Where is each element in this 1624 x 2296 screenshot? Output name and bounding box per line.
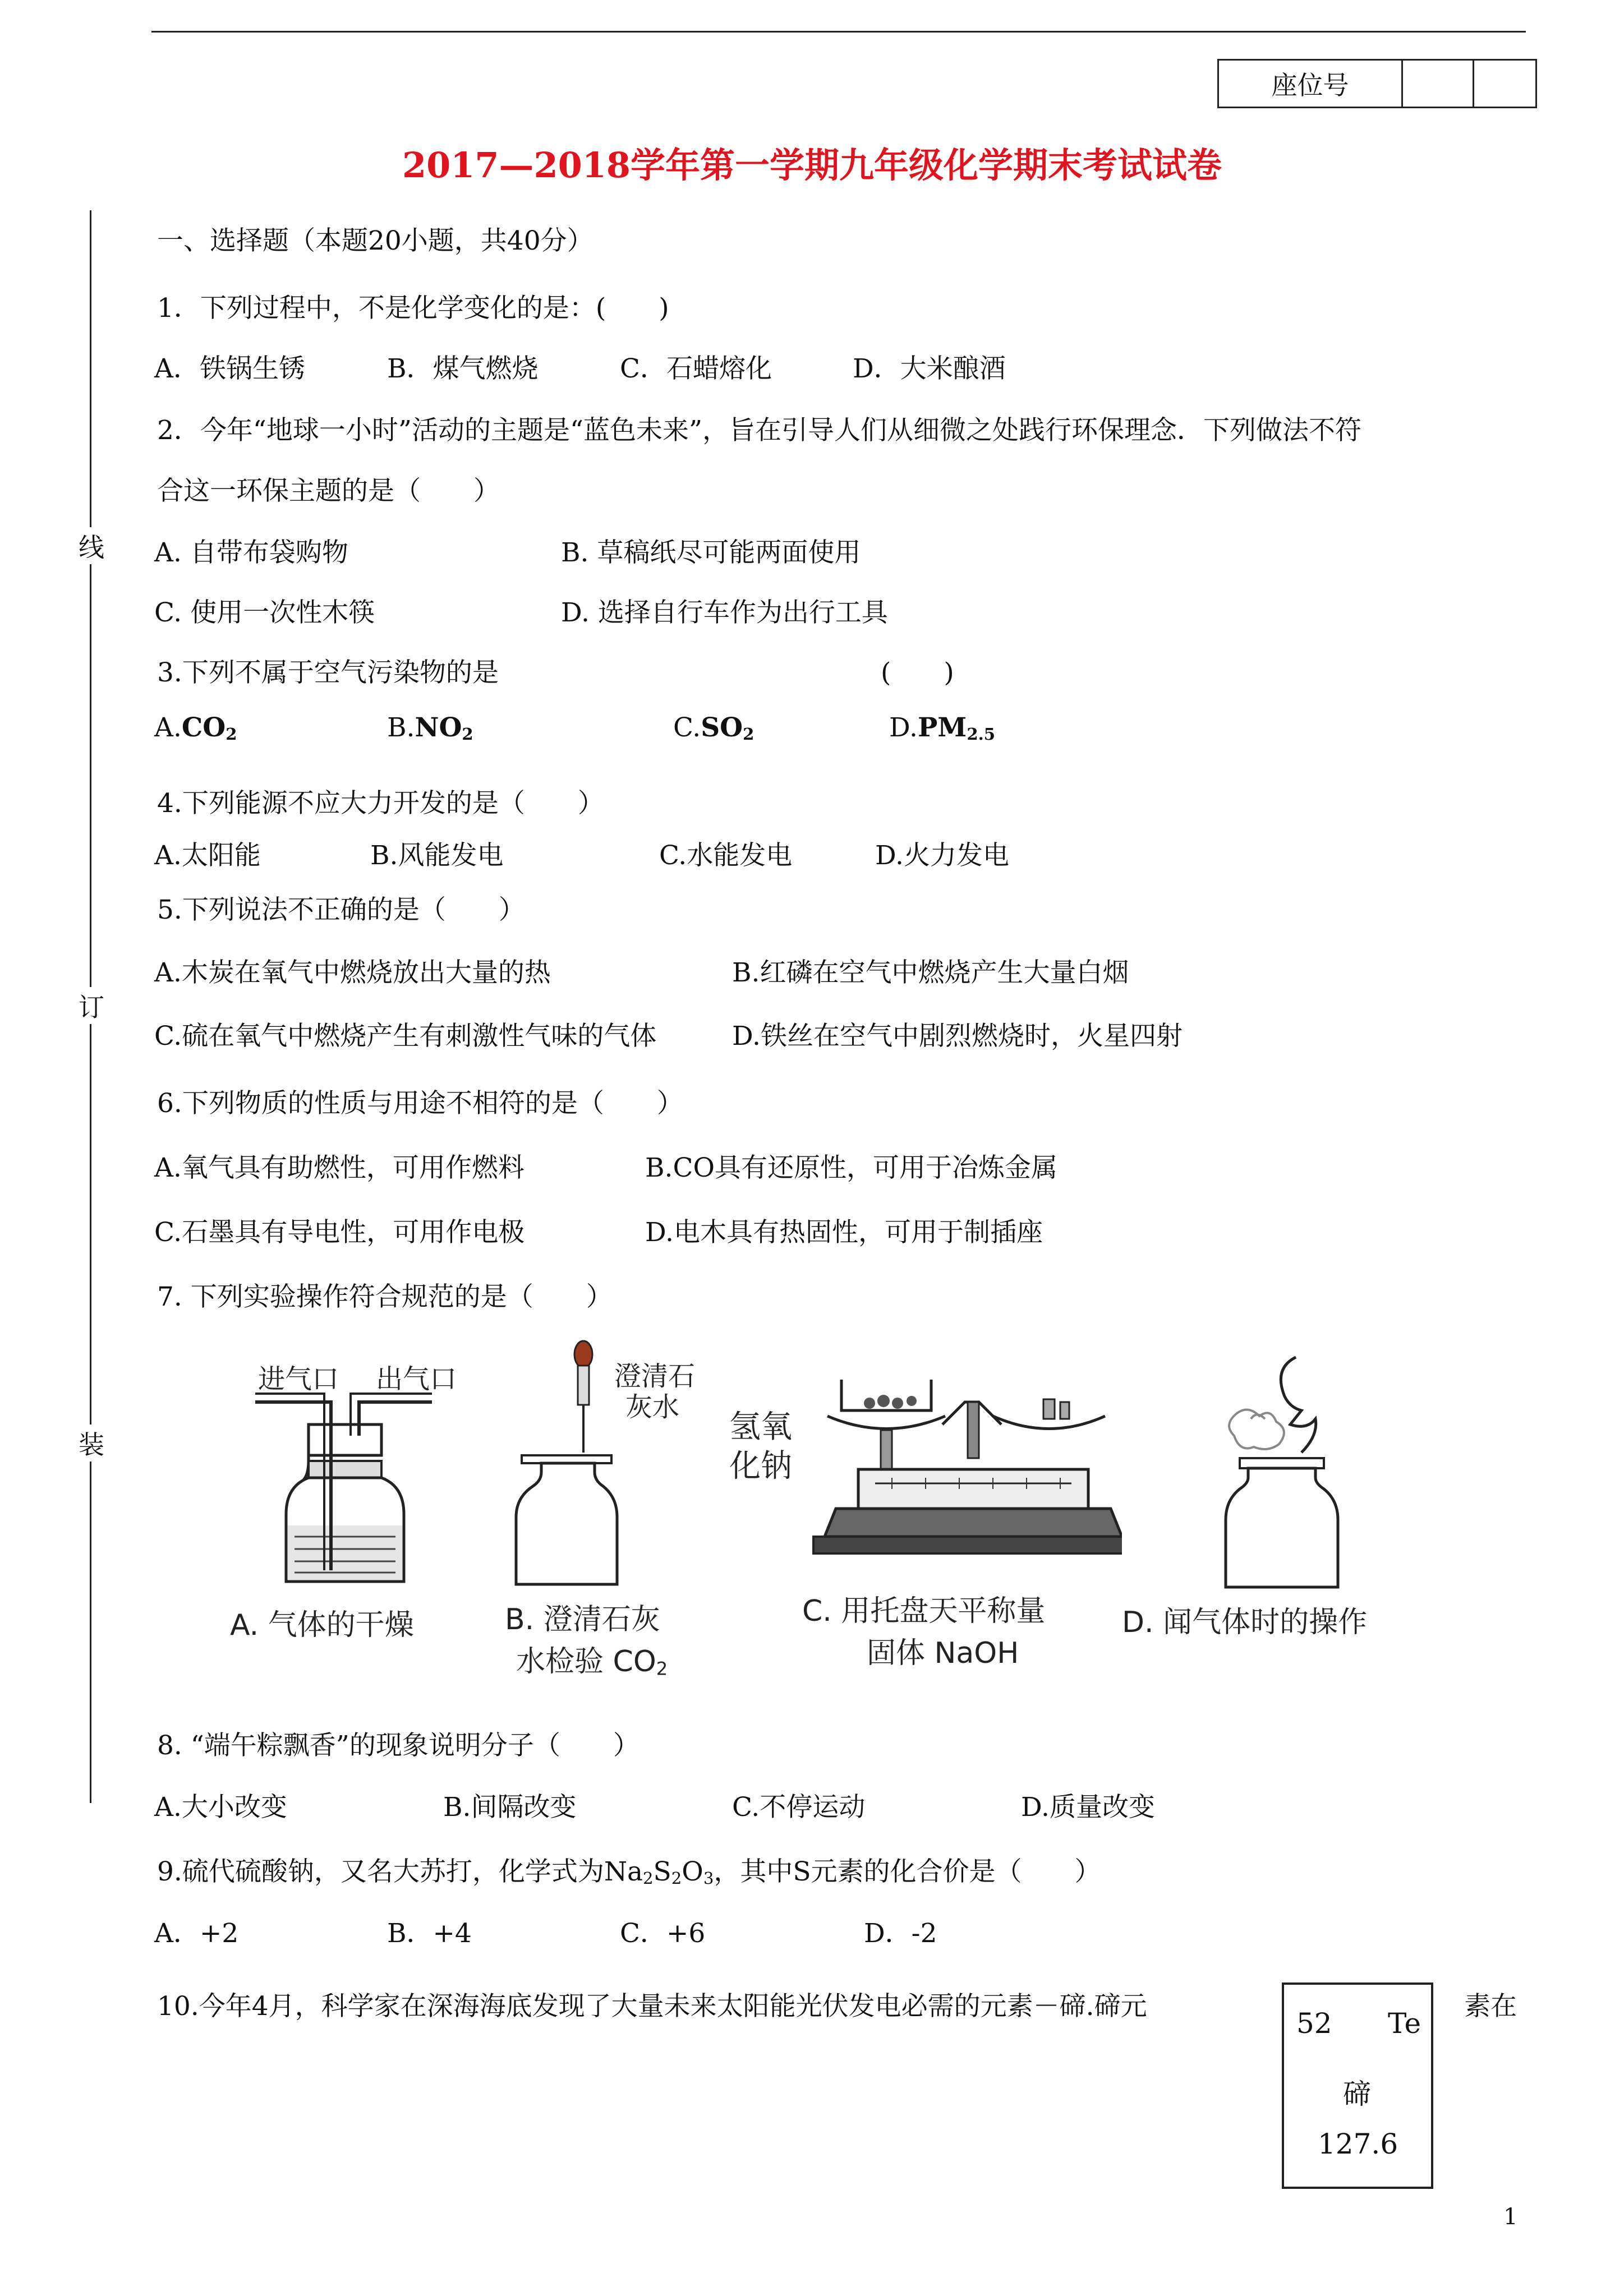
q6-option-c: C.石墨具有导电性，可用作电极 bbox=[154, 1217, 525, 1248]
fig-c-label-line1: 氢氧 bbox=[729, 1409, 792, 1445]
seat-number-box bbox=[1217, 59, 1537, 108]
element-atomic-mass: 127.6 bbox=[1318, 2128, 1398, 2160]
q3-stem: 3.下列不属于空气污染物的是 bbox=[157, 657, 499, 688]
q9-option-d: D．-2 bbox=[864, 1918, 937, 1949]
q6-stem: 6.下列物质的性质与用途不相符的是（ ） bbox=[157, 1088, 683, 1119]
q2-option-d: D. 选择自行车作为出行工具 bbox=[561, 597, 888, 628]
fig-a-inlet-label: 进气口 bbox=[258, 1363, 339, 1395]
q5-option-a: A.木炭在氧气中燃烧放出大量的热 bbox=[154, 957, 551, 988]
q6-option-b: B.CO具有还原性，可用于冶炼金属 bbox=[645, 1152, 1057, 1183]
fig-b-caption-line2: 水检验 $CO_2$ bbox=[516, 1645, 668, 1680]
q8-option-b: B.间隔改变 bbox=[443, 1792, 577, 1823]
q4-option-c: C.水能发电 bbox=[659, 840, 793, 871]
q4-stem: 4.下列能源不应大力开发的是（ ） bbox=[157, 788, 604, 819]
top-rule bbox=[151, 31, 1526, 33]
q1-stem: 1．下列过程中，不是化学变化的是：( ) bbox=[157, 293, 669, 324]
q7-stem: 7. 下列实验操作符合规范的是（ ） bbox=[157, 1281, 613, 1312]
q2-stem-line2: 合这一环保主题的是（ ） bbox=[157, 476, 500, 506]
fig-b-reagent-line1: 澄清石 bbox=[614, 1361, 696, 1392]
q3-option-c: $C.SO_2$ bbox=[673, 712, 755, 744]
q5-option-d: D.铁丝在空气中剧烈燃烧时，火星四射 bbox=[732, 1021, 1183, 1052]
figure-b-limewater-test bbox=[499, 1332, 735, 1680]
fig-a-caption: A. 气体的干燥 bbox=[230, 1608, 414, 1642]
q9-stem: 9.硫代硫酸钠，又名大苏打，化学式为$Na_2S_2O_3$，其中S元素的化合价是（ ） bbox=[157, 1856, 1101, 1888]
q3-option-a: $A.CO_2$ bbox=[154, 712, 237, 744]
q2-option-b: B. 草稿纸尽可能两面使用 bbox=[561, 537, 861, 568]
margin-label-bind: 订 bbox=[66, 987, 117, 1024]
fig-b-reagent-line2: 灰水 bbox=[625, 1391, 680, 1423]
q3-option-b: $B.NO_2$ bbox=[387, 712, 473, 744]
q1-option-a: A．铁锅生锈 bbox=[154, 353, 305, 384]
q3-option-d: $D.PM_{2.5}$ bbox=[889, 712, 995, 744]
q2-option-a: A. 自带布袋购物 bbox=[154, 537, 348, 568]
element-name: 碲 bbox=[1343, 2078, 1371, 2110]
seat-cell-1[interactable] bbox=[1403, 61, 1474, 107]
q2-option-c: C. 使用一次性木筷 bbox=[154, 597, 375, 628]
q5-option-c: C.硫在氧气中燃烧产生有刺激性气味的气体 bbox=[154, 1021, 657, 1052]
seat-cell-2[interactable] bbox=[1474, 61, 1535, 107]
page-title: 2017—2018学年第一学期九年级化学期末考试试卷 bbox=[402, 145, 1222, 186]
seat-label: 座位号 bbox=[1219, 61, 1403, 107]
q9-option-a: A．+2 bbox=[154, 1918, 239, 1949]
q5-stem: 5.下列说法不正确的是（ ） bbox=[157, 895, 525, 925]
figure-c-balance bbox=[729, 1368, 1122, 1694]
fig-c-caption-line2: 固体 NaOH bbox=[867, 1636, 1019, 1670]
fig-a-outlet-label: 出气口 bbox=[376, 1363, 457, 1395]
fig-c-caption-line1: C. 用托盘天平称量 bbox=[802, 1594, 1046, 1628]
q5-option-b: B.红磷在空气中燃烧产生大量白烟 bbox=[732, 957, 1129, 988]
q8-option-c: C.不停运动 bbox=[732, 1792, 866, 1823]
q8-option-a: A.大小改变 bbox=[154, 1792, 287, 1823]
q8-option-d: D.质量改变 bbox=[1021, 1792, 1155, 1823]
element-atomic-number: 52 bbox=[1296, 2007, 1332, 2040]
q10-stem: 10.今年4月，科学家在深海海底发现了大量未来太阳能光伏发电必需的元素－碲.碲元 bbox=[157, 1991, 1147, 2022]
q9-option-b: B．+4 bbox=[387, 1918, 472, 1949]
element-symbol: Te bbox=[1388, 2007, 1421, 2040]
q1-option-d: D．大米酿酒 bbox=[853, 353, 1006, 384]
q1-option-b: B．煤气燃烧 bbox=[387, 353, 539, 384]
q3-answer-paren: ( ) bbox=[881, 657, 954, 688]
q1-option-c: C．石蜡熔化 bbox=[620, 353, 772, 384]
fig-b-caption-line1: B. 澄清石灰 bbox=[505, 1603, 660, 1636]
figure-a-gas-drying bbox=[224, 1346, 488, 1660]
q8-stem: 8. “端午粽飘香”的现象说明分子（ ） bbox=[157, 1730, 640, 1761]
q4-option-a: A.太阳能 bbox=[154, 840, 261, 871]
q6-option-d: D.电木具有热固性，可用于制插座 bbox=[645, 1217, 1043, 1248]
q2-stem-line1: 2．今年“地球一小时”活动的主题是“蓝色未来”，旨在引导人们从细微之处践行环保理念．下列做法不符 bbox=[157, 415, 1362, 446]
q4-option-d: D.火力发电 bbox=[875, 840, 1009, 871]
page-number: 1 bbox=[1503, 2204, 1518, 2230]
q9-option-c: C．+6 bbox=[620, 1918, 706, 1949]
fig-c-label-line2: 化钠 bbox=[729, 1448, 792, 1484]
fig-d-caption: D. 闻气体时的操作 bbox=[1122, 1606, 1368, 1639]
margin-label-pack: 装 bbox=[66, 1424, 117, 1461]
q10-stem-tail: 素在 bbox=[1464, 1991, 1517, 2022]
q6-option-a: A.氧气具有助燃性，可用作燃料 bbox=[154, 1152, 525, 1183]
smelling-gas-illustration bbox=[1122, 1346, 1436, 1593]
figure-d-smelling-gas bbox=[1122, 1346, 1436, 1649]
margin-label-line: 线 bbox=[66, 527, 117, 564]
periodic-element-card bbox=[1282, 1983, 1433, 2189]
section-heading: 一、选择题（本题20小题，共40分） bbox=[157, 225, 594, 256]
q4-option-b: B.风能发电 bbox=[370, 840, 504, 871]
